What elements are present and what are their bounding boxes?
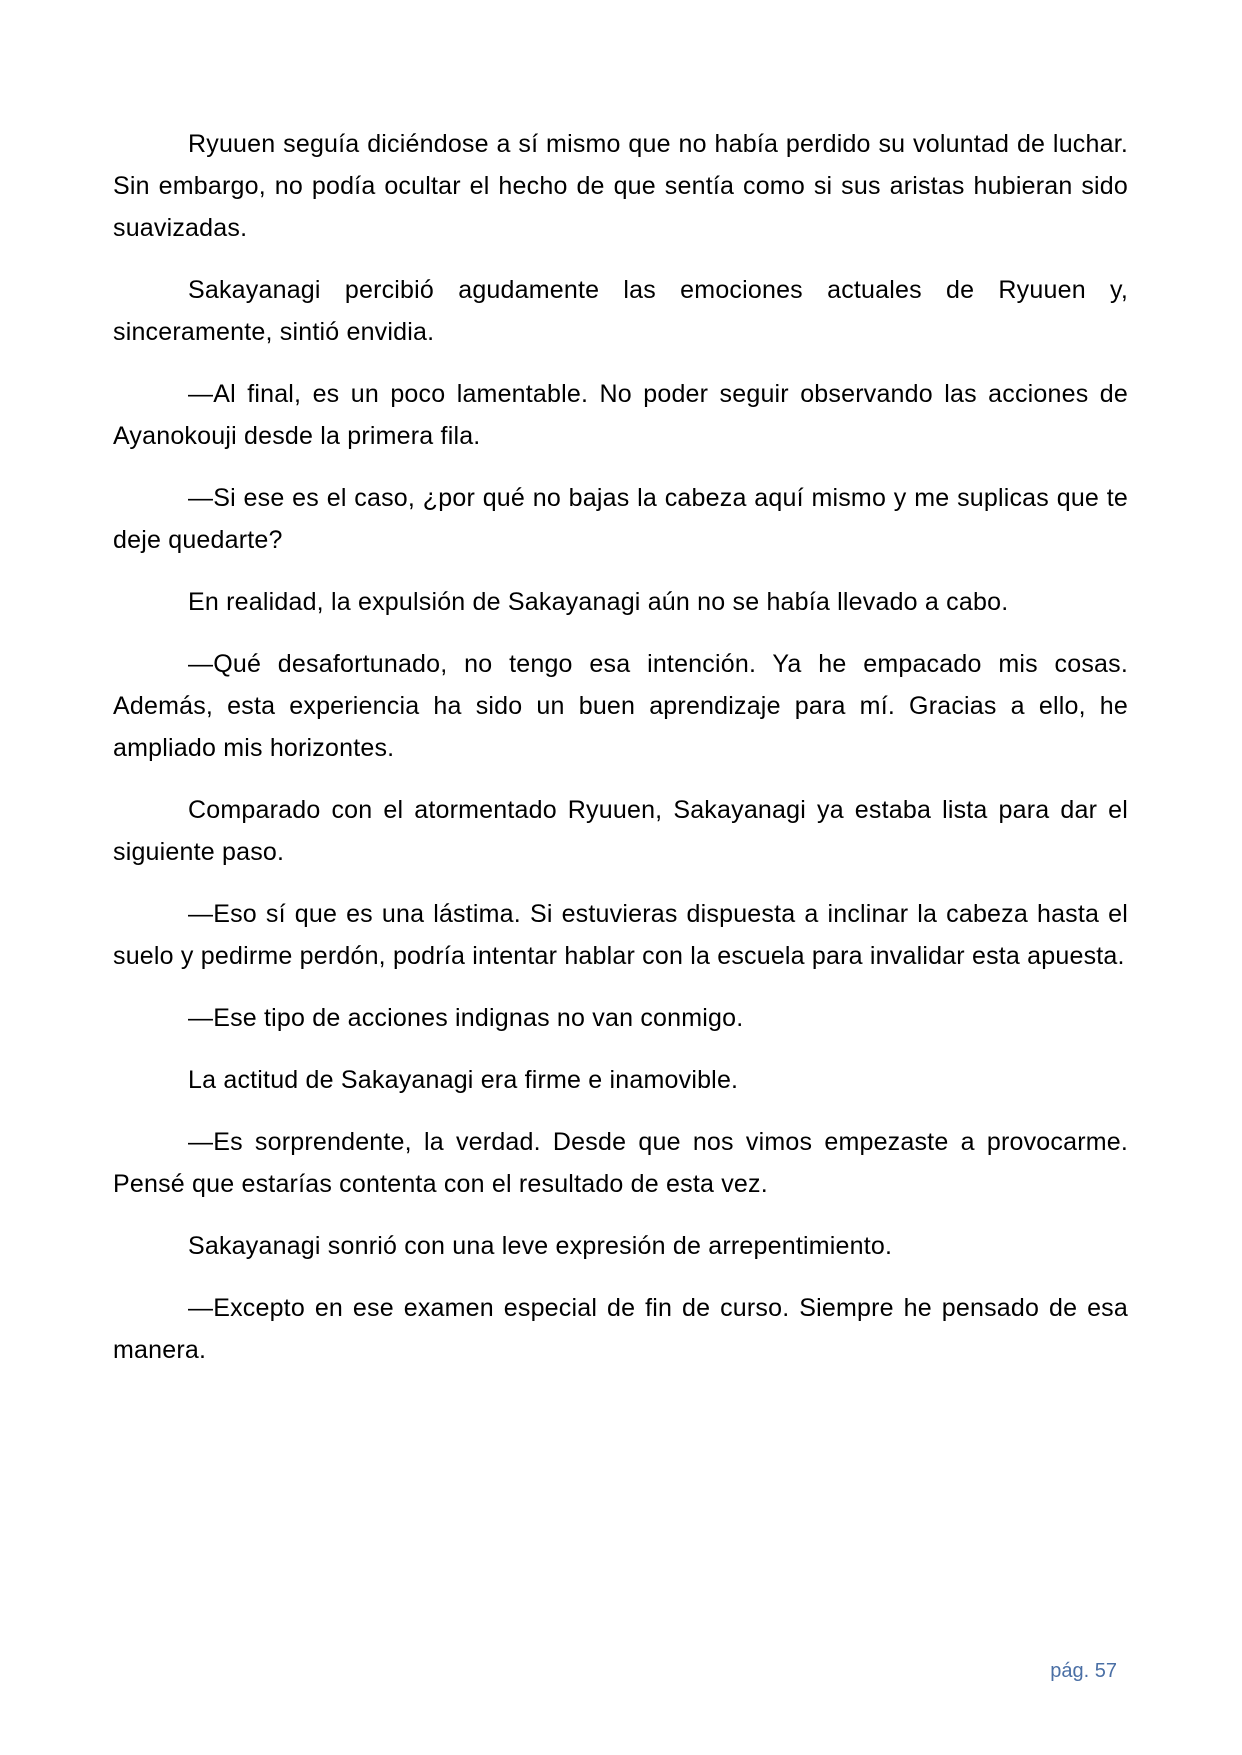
paragraph-dialogue: —Eso sí que es una lástima. Si estuvieras dispuesta a inclinar la cabeza hasta el suelo y pedirme perdón, podría intentar hablar con la escuela para invalidar esta apuesta.: [113, 900, 1128, 970]
text-content: [113, 123, 1128, 1391]
paragraph-dialogue: —Qué desafortunado, no tengo esa intención. Ya he empacado mis cosas. Además, esta experiencia ha sido un buen aprendizaje para mí. Gracias a ello, he ampliado mis horizontes.: [113, 650, 1128, 762]
paragraph: La actitud de Sakayanagi era firme e inamovible.: [188, 1066, 739, 1094]
page-number: pág. 57: [1050, 1660, 1117, 1682]
paragraph-dialogue: —Ese tipo de acciones indignas no van conmigo.: [188, 1004, 744, 1032]
paragraph-dialogue: —Es sorprendente, la verdad. Desde que nos vimos empezaste a provocarme. Pensé que estarías contenta con el resultado de esta vez.: [113, 1128, 1128, 1198]
paragraph-dialogue: —Si ese es el caso, ¿por qué no bajas la cabeza aquí mismo y me suplicas que te deje quedarte?: [113, 484, 1128, 554]
paragraph: Ryuuen seguía diciéndose a sí mismo que no había perdido su voluntad de luchar. Sin embargo, no podía ocultar el hecho de que sentía como si sus aristas hubieran sido suavizadas.: [113, 130, 1128, 242]
paragraph: Comparado con el atormentado Ryuuen, Sakayanagi ya estaba lista para dar el siguiente paso.: [113, 796, 1128, 866]
paragraph: Sakayanagi sonrió con una leve expresión de arrepentimiento.: [188, 1232, 893, 1260]
paragraph: Sakayanagi percibió agudamente las emociones actuales de Ryuuen y, sinceramente, sintió envidia.: [113, 276, 1128, 346]
paragraph-dialogue: —Al final, es un poco lamentable. No poder seguir observando las acciones de Ayanokouji desde la primera fila.: [113, 380, 1128, 450]
paragraph: En realidad, la expulsión de Sakayanagi aún no se había llevado a cabo.: [188, 588, 1009, 616]
paragraph-dialogue: —Excepto en ese examen especial de fin de curso. Siempre he pensado de esa manera.: [113, 1294, 1128, 1364]
